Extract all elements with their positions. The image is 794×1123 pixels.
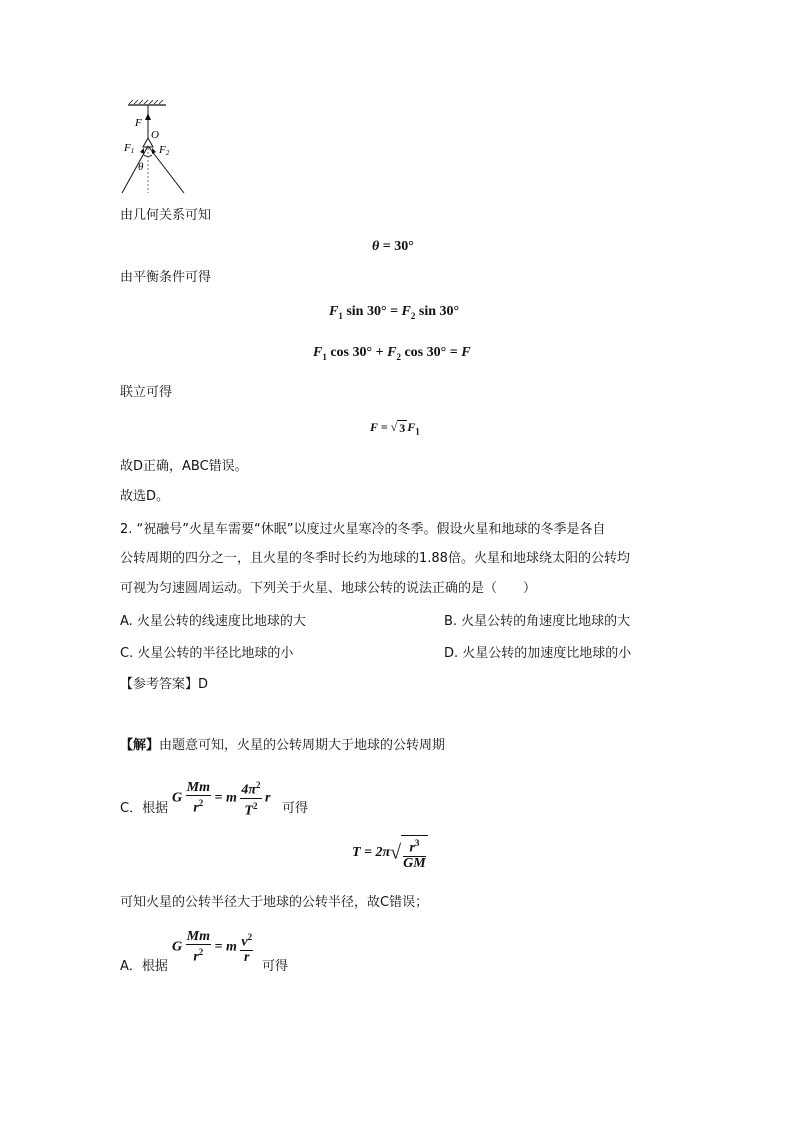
label-F2: F2 [159,144,170,157]
option-d: D. 火星公转的加速度比地球的小 [444,646,632,661]
arrow-F1 [140,148,144,154]
c-basis-prefix: C．根据 [120,801,169,816]
force-diagram [118,98,198,198]
option-b: B. 火星公转的角速度比地球的大 [444,614,631,629]
sin-balance-equation: $F_1$ $\sin 30^\circ = F_2$ sin 30° [329,304,460,321]
option-c: C. 火星公转的半径比地球的小 [120,646,294,661]
label-theta: θ [138,161,144,173]
analysis-line [120,737,445,755]
label-O: O [151,129,159,141]
analysis-text: 由题意可知，火星的公转周期大于地球的公转周期 [159,738,446,753]
equilibrium-intro: 由平衡条件可得 [120,270,212,285]
c-basis-suffix: 可得 [282,801,309,816]
analysis-bracket: 【解】 [120,738,160,753]
result-equation: F = √ 3 $F_1$ [370,420,420,437]
ceiling-hatch [129,100,163,104]
a-basis-prefix: A．根据 [120,959,168,974]
a-gravity-equation: G $\frac{Mm}{r^2}$ = m $\frac{v^2}{r}$ [172,929,253,965]
geometry-intro: 由几何关系可知 [120,208,212,223]
reference-answer: 【参考答案】D [120,677,209,692]
theta-equation: θ = 30° [372,239,414,254]
combine-intro: 联立可得 [120,385,173,400]
label-F: F [135,117,142,129]
question-2-line-2: 公转周期的四分之一，且火星的冬季时长约为地球的1.88倍。火星和地球绕太阳的公转均 [120,551,630,566]
c-gravity-equation: G $\frac{Mm}{r^2}$ = m $\frac{4\pi^2}{T^2}$ r [172,779,271,819]
option-a: A. 火星公转的线速度比地球的大 [120,614,306,629]
question-2-line-1: 2. “祝融号”火星车需要“休眠”以度过火星寒冷的冬季。假设火星和地球的冬季是各自 [120,522,606,537]
answer-1: 故选D。 [120,489,170,504]
theta-arc [144,155,152,157]
question-2-line-3: 可视为匀速圆周运动。下列关于火星、地球公转的说法正确的是（ ） [120,581,537,596]
a-basis-suffix: 可得 [262,959,289,974]
conclusion-1: 故D正确，ABC错误。 [120,459,248,474]
arrow-F [145,113,151,120]
label-F1: F1 [124,142,135,155]
radius-conclusion: 可知火星的公转半径大于地球的公转半径，故C错误； [120,895,429,910]
period-equation: T = 2π√ $\frac{r^3}{GM}$ [352,835,428,871]
cos-balance-equation: $F_1$ $\cos 30^\circ + F_2$ cos 30° = F [313,345,471,362]
